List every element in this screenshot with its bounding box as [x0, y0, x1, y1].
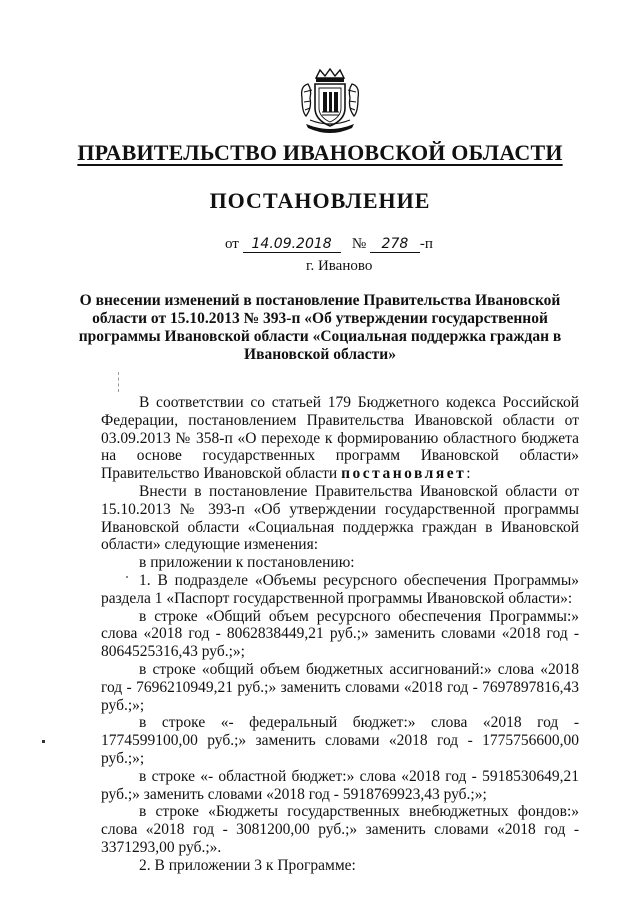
scan-mark	[118, 372, 120, 392]
paragraph-total-volume: в строке «Общий объем ресурсного обеспечения Программы:» слова «2018 год - 8062838449,21 руб.;» заменить словами «2018 год - 8064525316,43 руб.;»;	[101, 607, 579, 661]
document-body	[101, 394, 579, 875]
scan-speck	[42, 740, 45, 743]
paragraph-item-1: 1. В подразделе «Объемы ресурсного обеспечения Программы» раздела 1 «Паспорт государственной программы Ивановской области»:	[101, 571, 579, 607]
paragraph-extrabudgetary-funds: в строке «Бюджеты государственных внебюджетных фондов:» слова «2018 год - 3081200,00 руб.;» заменить словами «2018 год - 3371293,00 руб.;».	[101, 803, 579, 856]
number-prefix: №	[351, 236, 367, 252]
date-number-line	[225, 236, 433, 253]
paragraph-appendix: в приложении к постановлению:	[139, 554, 355, 572]
government-name: ПРАВИТЕЛЬСТВО ИВАНОВСКОЙ ОБЛАСТИ	[77, 140, 563, 165]
preamble-text: В соответствии со статьей 179 Бюджетного кодекса Российской Федерации, постановлением Правительства Ивановской области от 03.09.2013 № 358-п «О переходе к формированию областного бюджета на основе государственных программ Ивановской области» Правительство Ивановской области	[101, 394, 579, 483]
number-suffix: -п	[419, 236, 433, 252]
handwritten-number: 278	[370, 237, 420, 253]
paragraph-budget-allocations: в строке «общий объем бюджетных ассигнований:» слова «2018 год - 7696210949,21 руб.;» заменить словами «2018 год - 7697897816,43 руб.;»;	[101, 660, 579, 714]
paragraph-regional-budget: в строке «- областной бюджет:» слова «2018 год - 5918530649,21 руб.;» заменить словами «2018 год - 5918769923,43 руб.;»;	[101, 767, 579, 803]
handwritten-date: 14.09.2018	[243, 237, 341, 253]
paragraph-preamble	[101, 394, 579, 483]
paragraph-amend: Внести в постановление Правительства Ивановской области от 15.10.2013 № 393-п «Об утверждении государственной программы Ивановской области «Социальная поддержка граждан в Ивановской области» следующие изменения:	[101, 482, 579, 554]
resolves-word: постановляет	[341, 465, 467, 483]
preamble-colon: :	[466, 465, 471, 483]
document-type: ПОСТАНОВЛЕНИЕ	[209, 188, 431, 213]
document-title: О внесении изменений в постановление Правительства Ивановской области от 15.10.2013 № 393-п «Об утверждении государственной программы Ивановской области «Социальная поддержка граждан в Ивановской области»	[78, 292, 562, 363]
paragraph-federal-budget: в строке «- федеральный бюджет:» слова «2018 год - 1774599100,00 руб.;» заменить словами «2018 год - 1775756600,00 руб.;»;	[101, 714, 579, 767]
coat-of-arms-emblem	[298, 68, 362, 134]
date-prefix: от	[225, 236, 239, 252]
city: г. Иваново	[306, 258, 373, 274]
paragraph-item-2: 2. В приложении 3 к Программе:	[139, 856, 356, 874]
